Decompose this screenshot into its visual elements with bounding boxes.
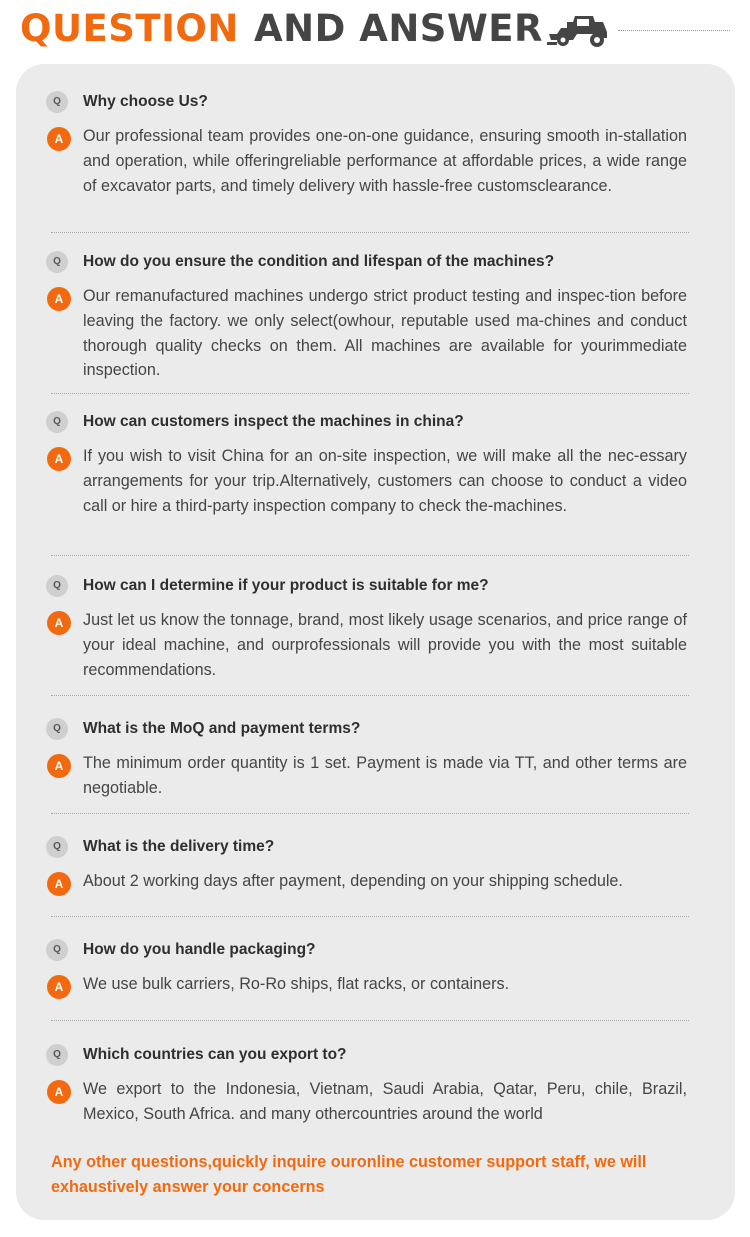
question-row — [46, 574, 689, 598]
answer-row — [46, 124, 689, 198]
page-header — [20, 6, 732, 54]
answer-row — [46, 1077, 689, 1127]
question-text: Which countries can you export to? — [83, 1046, 347, 1063]
faq-item — [46, 574, 689, 682]
harvester-icon — [547, 12, 611, 53]
faq-item — [46, 835, 689, 894]
question-text: Why choose Us? — [83, 93, 208, 110]
question-badge-icon: Q — [46, 411, 68, 433]
faq-divider — [51, 555, 689, 556]
faq-item — [46, 1043, 689, 1127]
answer-badge-icon: A — [47, 975, 71, 999]
faq-divider — [51, 813, 689, 814]
question-text: How can I determine if your product is suitable for me? — [83, 577, 489, 594]
answer-text: Our remanufactured machines undergo strict product testing and inspec-tion before leaving the factory. we only select(owhour, reputable used ma-chines and conduct thorough quality checks on them. All machines are available for yourimmediate inspection. — [83, 287, 687, 380]
question-text: What is the MoQ and payment terms? — [83, 720, 361, 737]
question-row — [46, 90, 689, 114]
question-badge-icon: Q — [46, 1044, 68, 1066]
question-text: How do you handle packaging? — [83, 941, 316, 958]
question-badge-icon: Q — [46, 836, 68, 858]
faq-divider — [51, 393, 689, 394]
faq-item — [46, 717, 689, 801]
answer-badge-icon: A — [47, 872, 71, 896]
question-text: How can customers inspect the machines in china? — [83, 413, 464, 430]
faq-item — [46, 410, 689, 518]
answer-text: The minimum order quantity is 1 set. Payment is made via TT, and other terms are negotiable. — [83, 754, 687, 797]
answer-row — [46, 444, 689, 518]
question-row — [46, 938, 689, 962]
faq-divider — [51, 232, 689, 233]
title-question: QUESTION — [20, 7, 239, 50]
answer-badge-icon: A — [47, 754, 71, 778]
answer-badge-icon: A — [47, 611, 71, 635]
question-row — [46, 410, 689, 434]
answer-text: We use bulk carriers, Ro-Ro ships, flat racks, or containers. — [83, 975, 510, 993]
answer-text: If you wish to visit China for an on-site inspection, we will make all the nec-essary arrangements for your trip.Alternatively, customers can choose to conduct a video call or hire a third-party inspection company to check the-machines. — [83, 447, 687, 515]
answer-badge-icon: A — [47, 287, 71, 311]
answer-badge-icon: A — [47, 447, 71, 471]
answer-badge-icon: A — [47, 1080, 71, 1104]
answer-row — [46, 869, 689, 894]
answer-text: Just let us know the tonnage, brand, most likely usage scenarios, and price range of your ideal machine, and ourprofessionals will provide you with the most suitable recommendations. — [83, 611, 687, 679]
question-row — [46, 1043, 689, 1067]
faq-divider — [51, 1020, 689, 1021]
answer-text: About 2 working days after payment, depending on your shipping schedule. — [83, 872, 623, 890]
question-badge-icon: Q — [46, 251, 68, 273]
answer-row — [46, 284, 689, 383]
answer-row — [46, 751, 689, 801]
answer-row — [46, 972, 689, 997]
answer-text: We export to the Indonesia, Vietnam, Saudi Arabia, Qatar, Peru, chile, Brazil, Mexico, South Africa. and many othercountries around the world — [83, 1080, 687, 1123]
question-badge-icon: Q — [46, 718, 68, 740]
faq-item — [46, 90, 689, 198]
faq-divider — [51, 916, 689, 917]
question-row — [46, 250, 689, 274]
header-divider — [618, 30, 730, 31]
footer-contact-note: Any other questions,quickly inquire ouronline customer support staff, we will exhaustively answer your concerns — [51, 1153, 647, 1196]
answer-text: Our professional team provides one-on-one guidance, ensuring smooth in-stallation and operation, while offeringreliable performance at affordable prices, a wide range of excavator parts, and timely delivery with hassle-free customsclearance. — [83, 127, 687, 195]
faq-item — [46, 250, 689, 383]
question-row — [46, 835, 689, 859]
question-text: How do you ensure the condition and lifespan of the machines? — [83, 253, 555, 270]
question-badge-icon: Q — [46, 91, 68, 113]
question-badge-icon: Q — [46, 939, 68, 961]
faq-divider — [51, 695, 689, 696]
answer-badge-icon: A — [47, 127, 71, 151]
answer-row — [46, 608, 689, 682]
question-row — [46, 717, 689, 741]
question-badge-icon: Q — [46, 575, 68, 597]
question-text: What is the delivery time? — [83, 838, 275, 855]
title-answer: AND ANSWER — [254, 7, 544, 50]
faq-item — [46, 938, 689, 997]
